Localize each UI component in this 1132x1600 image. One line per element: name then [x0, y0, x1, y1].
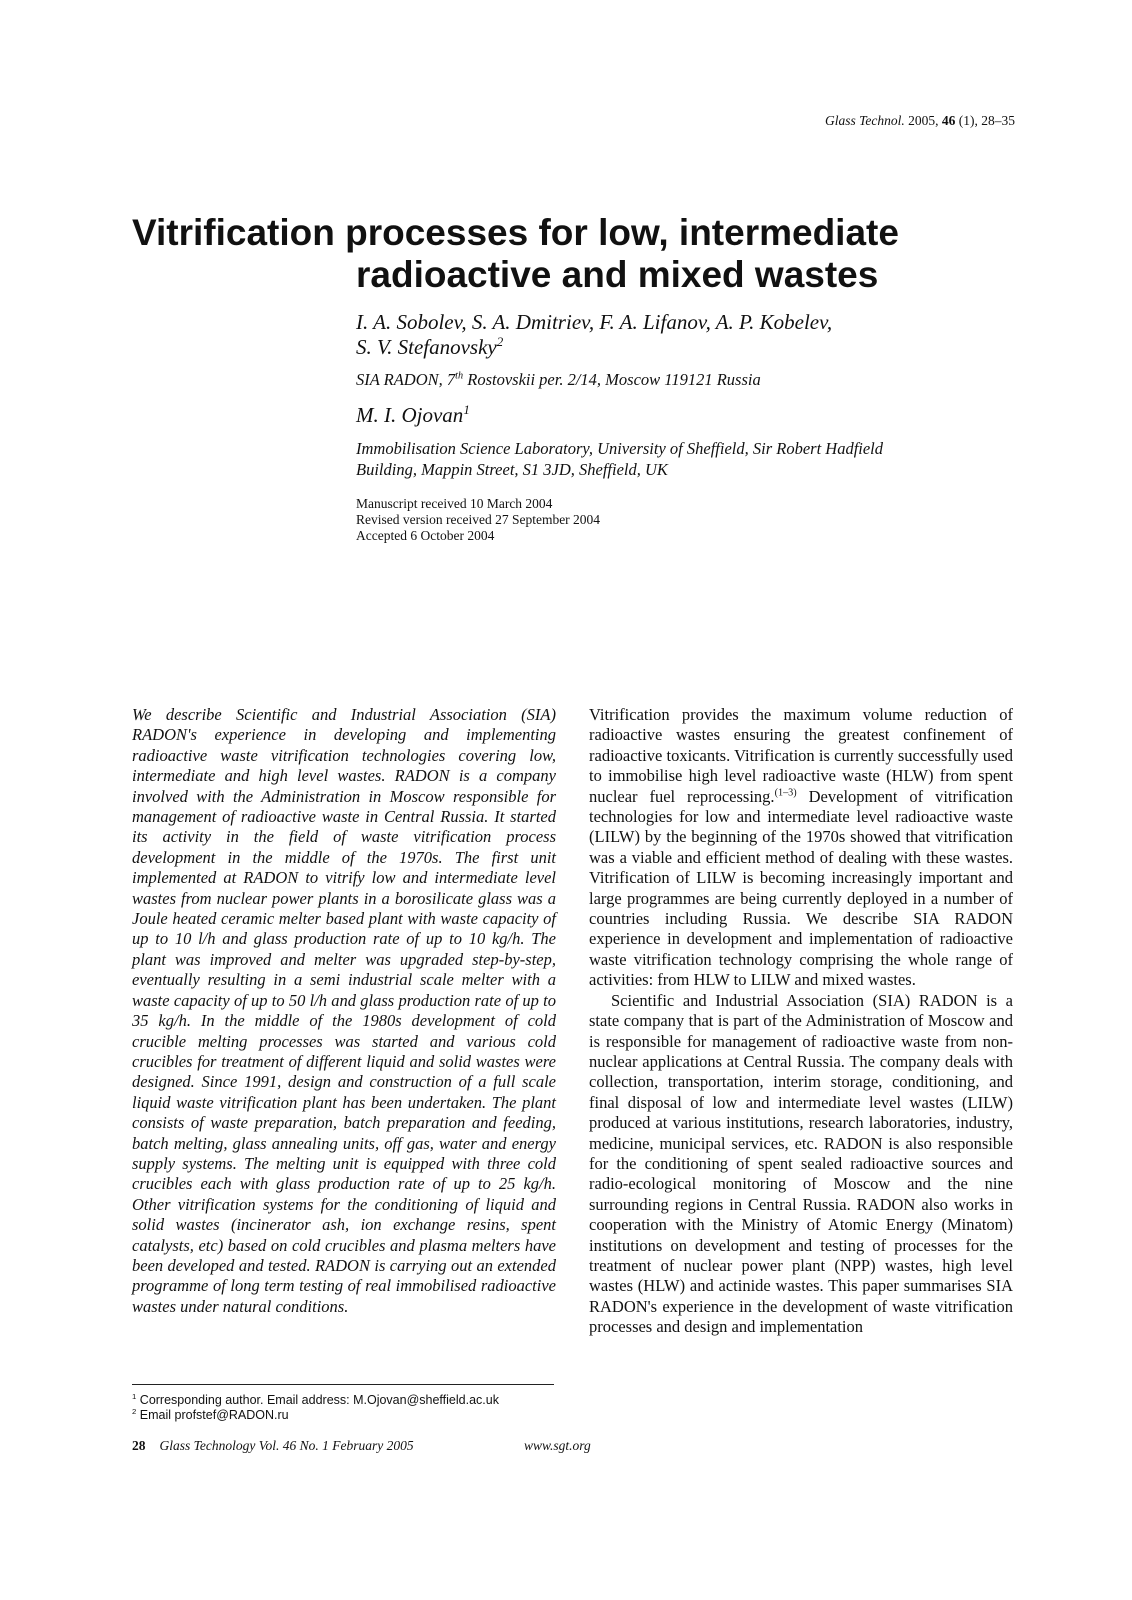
accepted-date: Accepted 6 October 2004	[356, 528, 495, 543]
footnote-1-text: Corresponding author. Email address: M.Ojovan@sheffield.ac.uk	[136, 1393, 499, 1407]
authors-line-1: I. A. Sobolev, S. A. Dmitriev, F. A. Lifanov, A. P. Kobelev,	[356, 310, 833, 334]
body-paragraph-1	[589, 705, 1013, 991]
affiliation-1-post: Rostovskii per. 2/14, Moscow 119121 Russia	[463, 370, 761, 389]
affiliation-1	[356, 370, 761, 390]
footer-journal: Glass Technology Vol. 46 No. 1 February 2005	[159, 1438, 414, 1453]
body-paragraph-2: Scientific and Industrial Association (SIA) RADON is a state company that is part of the Administration of Moscow and is responsible for management of radioactive waste from non-nuclear applications at Central Russia. The company deals with collection, transportation, interim storage, conditioning, and final disposal of low and intermediate level wastes (LILW) produced at various institutions, research laboratories, industry, medicine, municipal services, etc. RADON is also responsible for the conditioning of spent sealed radioactive sources and radio-ecological monitoring of Moscow and the nine surrounding regions in Central Russia. RADON also works in cooperation with the Ministry of Atomic Energy (Minatom) institutions on development and testing of processes for the treatment of nuclear power plant (NPP) wastes, high level wastes (HLW) and actinide wastes. This paper summarises SIA RADON's experience in the development of waste vitrification processes and design and implementation	[589, 990, 1013, 1337]
paragraph-1-part-b: Development of vitrification technologies for low and intermediate level radioactive waste (LILW) by the beginning of the 1970s showed that vitrification was a viable and efficient method of dealing with these wastes. Vitrification of LILW is becoming increasingly important and large programmes are being currently deployed in a number of countries including Russia. We describe SIA RADON experience in development and implementation of radioactive waste vitrification technology comprising the whole range of activities: from HLW to LILW and mixed wastes.	[589, 786, 1013, 990]
page-footer	[132, 1438, 612, 1454]
received-date: Manuscript received 10 March 2004	[356, 496, 553, 511]
footer-url[interactable]: www.sgt.org	[524, 1438, 591, 1453]
revised-date: Revised version received 27 September 2004	[356, 512, 601, 527]
page-number: 28	[132, 1438, 146, 1453]
footnote-divider	[132, 1384, 554, 1385]
affiliation-1-pre: SIA RADON, 7	[356, 370, 456, 389]
author-2-name: M. I. Ojovan	[356, 403, 464, 427]
journal-volume: 46	[941, 113, 956, 128]
footnote-1	[132, 1393, 499, 1408]
journal-year: 2005,	[908, 113, 939, 128]
author-list-1	[356, 310, 996, 360]
affiliation-1-sup: th	[455, 370, 464, 382]
paragraph-1-part-a: Vitrification provides the maximum volume reduction of radioactive wastes ensuring the greatest confinement of radioactive toxicants. Vitrification is currently successfully used to immobilise high level radioactive waste (HLW) from spent nuclear fuel reprocessing.	[589, 705, 1013, 806]
manuscript-history	[356, 496, 600, 544]
title-line-2: radioactive and mixed wastes	[356, 254, 879, 295]
title-line-1: Vitrification processes for low, intermediate	[132, 212, 899, 253]
reference-citation: (1–3)	[774, 787, 797, 799]
journal-issue-pages: (1), 28–35	[958, 113, 1015, 128]
affiliation-2	[356, 438, 996, 480]
footnote-2	[132, 1408, 499, 1423]
affiliation-2-line-1: Immobilisation Science Laboratory, University of Sheffield, Sir Robert Hadfield	[356, 439, 884, 458]
authors-line-2: S. V. Stefanovsky	[356, 335, 497, 359]
paper-title	[132, 212, 1012, 296]
journal-citation	[825, 113, 1015, 129]
abstract: We describe Scientific and Industrial Association (SIA) RADON's experience in developing and implementing radioactive waste vitrification technologies covering low, intermediate and high level wastes. RADON is a company involved with the Administration in Moscow responsible for management of radioactive waste in Central Russia. It started its activity in the field of waste vitrification process development in the middle of the 1970s. The first unit implemented at RADON to vitrify low and intermediate level wastes from nuclear power plants in a borosilicate glass was a Joule heated ceramic melter based plant with waste capacity of up to 10 l/h and glass production rate of up to 10 kg/h. The plant was improved and melter was upgraded step-by-step, eventually resulting in a semi industrial scale melter with a waste capacity of up to 50 l/h and glass production rate of up to 35 kg/h. In the middle of the 1980s development of cold crucible melting processes was started and various cold crucibles for treatment of different liquid and solid wastes were designed. Since 1991, design and construction of a full scale liquid waste vitrification plant has been undertaken. The plant consists of waste preparation, batch preparation and feeding, batch melting, glass annealing units, off gas, water and energy supply systems. The melting unit is equipped with three cold crucibles each with glass production rate of up to 25 kg/h. Other vitrification systems for the conditioning of liquid and solid wastes (incinerator ash, ion exchange resins, spent catalysts, etc) based on cold crucibles and plasma melters have been developed and tested. RADON is carrying out an extended programme of long term testing of real immobilised radioactive wastes under natural conditions.	[132, 705, 556, 1316]
author-2	[356, 403, 470, 428]
footnotes	[132, 1393, 499, 1423]
footnote-2-text: Email profstef@RADON.ru	[136, 1408, 289, 1422]
footnote-1-mark: 1	[132, 1391, 137, 1401]
journal-name: Glass Technol.	[824, 113, 905, 128]
body-text	[589, 705, 1013, 1338]
footnote-2-mark: 2	[132, 1406, 137, 1416]
author-footnote-mark-2: 2	[496, 334, 504, 349]
affiliation-2-line-2: Building, Mappin Street, S1 3JD, Sheffield, UK	[356, 460, 668, 479]
author-footnote-mark-1: 1	[463, 402, 470, 417]
